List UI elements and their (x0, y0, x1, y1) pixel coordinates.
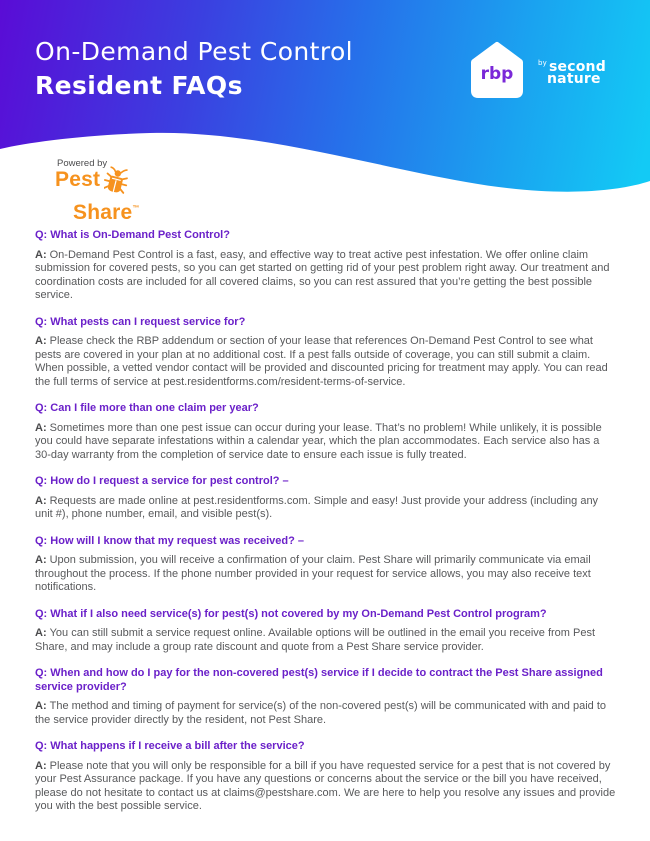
second-nature-line2: nature (547, 71, 601, 87)
question-text: What if I also need service(s) for pest(s) not covered by my On-Demand Pest Control program? (50, 607, 547, 620)
rbp-logo-icon (464, 38, 530, 104)
faq-question (35, 402, 617, 416)
faq-answer (35, 249, 617, 303)
answer-prefix: A: (35, 421, 47, 434)
question-prefix: Q: (35, 740, 51, 752)
answer-text: On-Demand Pest Control is a fast, easy, and effective way to treat active pest infestation. We offer online claim submission for covered pests, so you can get started on getting rid of your pest problem right away. Our treatment and coordination costs are included for all covered claims, so you can rest assured that you’re getting the best possible service. (35, 248, 610, 301)
faq-item (35, 608, 617, 655)
faq-item (35, 740, 617, 814)
hero-titles (35, 36, 353, 102)
question-prefix: Q: (35, 475, 51, 487)
answer-text: Please note that you will only be responsible for a bill if you have requested service for a pest that is not covered by your Pest Assurance package. If you have any questions or concerns about the service or the bill you have received, please do not hesitate to contact us at claims@pestshare.com. We are here to help you resolve any issues and provide you with the best possible service. (35, 759, 616, 812)
question-text: What is On-Demand Pest Control? (50, 229, 230, 241)
by-label: by (538, 59, 547, 67)
pest-share-word-share: Share™ (73, 201, 140, 224)
question-text: What happens if I receive a bill after the service? (50, 740, 305, 752)
faq-question (35, 475, 617, 489)
answer-text: Requests are made online at pest.residentforms.com. Simple and easy! Just provide your address (including any unit #), phone number, email, and visible pest(s). (35, 494, 599, 520)
answer-prefix: A: (35, 627, 47, 639)
question-prefix: Q: (35, 315, 51, 328)
faq-item (35, 229, 617, 303)
page-title: On-Demand Pest Control (35, 37, 354, 66)
answer-text: The method and timing of payment for service(s) of the non-covered pest(s) will be communicated with and paid to the service provider directly by the resident, not Pest Share. (35, 700, 606, 726)
faq-question (35, 667, 617, 694)
faq-question (35, 316, 617, 330)
question-text: What pests can I request service for? (50, 315, 246, 328)
faq-answer (35, 495, 617, 522)
trademark-symbol: ™ (132, 205, 140, 212)
faq-answer (35, 422, 617, 463)
faq-item (35, 316, 617, 390)
faq-answer (35, 627, 617, 654)
question-text: How will I know that my request was received? – (50, 534, 304, 547)
answer-text: Upon submission, you will receive a confirmation of your claim. Pest Share will primarily communicate via email throughout the process. If the phone number provided in your request for service allows, you may also receive text notifications. (35, 554, 591, 593)
answer-prefix: A: (35, 759, 47, 772)
answer-prefix: A: (35, 554, 47, 566)
faq-question (35, 608, 617, 622)
answer-text: Please check the RBP addendum or section of your lease that references On-Demand Pest Control to see what pests are covered in your plan at no additional cost. If a pest falls outside of coverage, you can still submit a claim. When possible, a vetted vendor contact will be provided and discounted pricing for treatment may apply. You can read the full terms of service at pest.residentforms.com/resident-terms-of-service. (35, 335, 608, 388)
pest-share-word-pest: Pest (55, 168, 101, 191)
answer-text: Sometimes more than one pest issue can occur during your lease. That’s no problem! While unlikely, it is possible you could have separate infestations within a calendar year, which the plan accommodates. Each service also has a 30-day warranty from the completion of service date to ensure each issue is fully treated. (35, 421, 602, 461)
question-prefix: Q: (35, 229, 51, 241)
answer-prefix: A: (35, 248, 47, 261)
page-subtitle: Resident FAQs (35, 70, 243, 100)
powered-by-label: Powered by (57, 158, 108, 169)
question-prefix: Q: (35, 667, 51, 679)
faq-answer (35, 335, 617, 389)
faq-list (35, 229, 617, 814)
faq-item (35, 475, 617, 522)
faq-question (35, 740, 617, 754)
faq-item (35, 535, 617, 595)
faq-item (35, 402, 617, 462)
answer-prefix: A: (35, 335, 47, 347)
question-prefix: Q: (35, 402, 51, 414)
answer-prefix: A: (35, 700, 47, 712)
faq-question (35, 535, 617, 549)
question-text: Can I file more than one claim per year? (50, 402, 259, 414)
faq-answer (35, 700, 617, 727)
faq-question (35, 229, 617, 243)
second-nature-line1: second (549, 59, 606, 75)
rbp-second-nature-logo (464, 38, 606, 104)
question-text: When and how do I pay for the non-covered pest(s) service if I decide to contract the Pest Share assigned service provider? (35, 667, 603, 693)
question-prefix: Q: (35, 607, 51, 620)
powered-by-pest-share-logo (55, 158, 140, 223)
faq-answer (35, 760, 617, 814)
pest-share-bug-icon (104, 166, 130, 201)
second-nature-wordmark (538, 57, 606, 85)
rbp-logo-text: rbp (480, 64, 514, 84)
faq-item (35, 667, 617, 727)
answer-prefix: A: (35, 494, 47, 507)
faq-answer (35, 554, 617, 595)
answer-text: You can still submit a service request online. Available options will be outlined in the email you receive from Pest Share, and may include a group rate discount and quote from a Pest Share service provider. (35, 627, 596, 653)
question-prefix: Q: (35, 534, 51, 547)
question-text: How do I request a service for pest control? – (50, 475, 289, 487)
